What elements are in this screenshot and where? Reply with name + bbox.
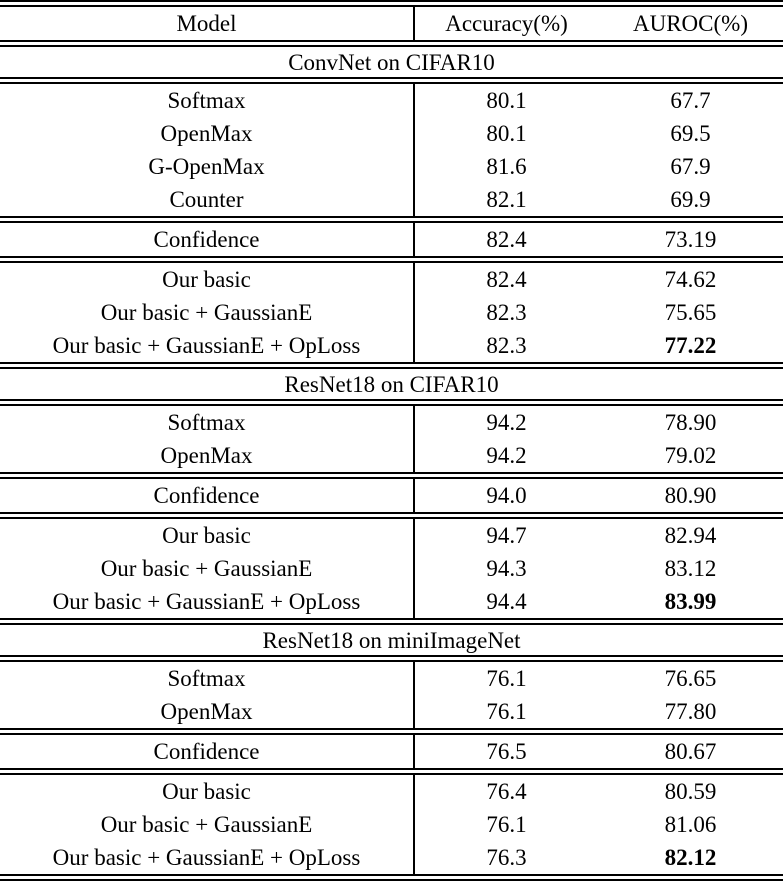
cell-accuracy: 76.1 — [486, 699, 527, 724]
cell-model: Our basic — [0, 518, 414, 552]
table-row — [0, 117, 783, 150]
cell-accuracy: 76.1 — [486, 812, 527, 837]
cell-accuracy: 82.3 — [486, 333, 527, 358]
cell-model: OpenMax — [0, 695, 414, 729]
cell-auroc: 67.9 — [670, 154, 711, 179]
cell-auroc: 83.99 — [664, 589, 717, 614]
cell-accuracy: 94.2 — [486, 443, 527, 468]
cell-accuracy: 76.4 — [486, 779, 527, 804]
cell-model: OpenMax — [0, 439, 414, 473]
cell-accuracy: 94.3 — [486, 556, 527, 581]
cell-model: Softmax — [0, 405, 414, 439]
cell-accuracy: 82.4 — [486, 267, 527, 292]
table-row — [0, 183, 783, 217]
table-row — [0, 841, 783, 875]
table-bottom-rule — [0, 875, 783, 880]
table-row — [0, 329, 783, 363]
cell-auroc: 73.19 — [664, 227, 717, 252]
cell-auroc: 80.90 — [664, 483, 717, 508]
cell-auroc: 76.65 — [664, 666, 717, 691]
cell-auroc: 77.22 — [664, 333, 717, 358]
table-row — [0, 552, 783, 585]
cell-model: Our basic — [0, 774, 414, 808]
table-row — [0, 262, 783, 296]
column-header-auroc: AUROC(%) — [633, 11, 748, 36]
cell-auroc: 82.94 — [664, 523, 717, 548]
cell-model: OpenMax — [0, 117, 414, 150]
table-row — [0, 405, 783, 439]
cell-model: Our basic + GaussianE + OpLoss — [0, 841, 414, 875]
cell-model: Our basic + GaussianE — [0, 296, 414, 329]
cell-model: Softmax — [0, 661, 414, 695]
cell-accuracy: 80.1 — [486, 88, 527, 113]
cell-auroc: 69.9 — [670, 187, 711, 212]
cell-accuracy: 82.1 — [486, 187, 527, 212]
section-title: ResNet18 on CIFAR10 — [284, 371, 499, 397]
column-header-model: Model — [0, 6, 414, 41]
table-row — [0, 439, 783, 473]
cell-accuracy: 94.2 — [486, 410, 527, 435]
cell-auroc: 81.06 — [664, 812, 717, 837]
cell-model: Softmax — [0, 83, 414, 117]
table-row — [0, 150, 783, 183]
cell-accuracy: 81.6 — [486, 154, 527, 179]
cell-model: Our basic + GaussianE — [0, 552, 414, 585]
cell-auroc: 74.62 — [664, 267, 717, 292]
cell-accuracy: 82.3 — [486, 300, 527, 325]
table-row — [0, 478, 783, 513]
cell-auroc: 78.90 — [664, 410, 717, 435]
cell-model: Our basic + GaussianE — [0, 808, 414, 841]
table-row — [0, 695, 783, 729]
cell-auroc: 69.5 — [670, 121, 711, 146]
cell-model: Our basic + GaussianE + OpLoss — [0, 585, 414, 619]
cell-model: G-OpenMax — [0, 150, 414, 183]
cell-accuracy: 82.4 — [486, 227, 527, 252]
table-row — [0, 83, 783, 117]
cell-auroc: 82.12 — [664, 845, 717, 870]
cell-model: Confidence — [0, 222, 414, 257]
section-title-row — [0, 368, 783, 400]
table-row — [0, 734, 783, 769]
cell-auroc: 75.65 — [664, 300, 717, 325]
cell-model: Our basic + GaussianE + OpLoss — [0, 329, 414, 363]
table-row — [0, 808, 783, 841]
cell-accuracy: 76.3 — [486, 845, 527, 870]
section-title-row — [0, 624, 783, 656]
cell-auroc: 79.02 — [664, 443, 717, 468]
results-table-body — [0, 1, 783, 880]
cell-auroc: 80.67 — [664, 739, 717, 764]
column-header-accuracy: Accuracy(%) — [445, 11, 568, 36]
cell-accuracy: 76.1 — [486, 666, 527, 691]
cell-model: Counter — [0, 183, 414, 217]
section-title-row — [0, 46, 783, 78]
table-row — [0, 222, 783, 257]
cell-model: Confidence — [0, 734, 414, 769]
cell-accuracy: 94.4 — [486, 589, 527, 614]
cell-auroc: 83.12 — [664, 556, 717, 581]
table-header-row — [0, 6, 783, 41]
cell-model: Our basic — [0, 262, 414, 296]
table-row — [0, 585, 783, 619]
cell-accuracy: 94.7 — [486, 523, 527, 548]
table-row — [0, 518, 783, 552]
table-row — [0, 296, 783, 329]
section-title: ResNet18 on miniImageNet — [262, 627, 521, 653]
cell-accuracy: 76.5 — [486, 739, 527, 764]
section-title: ConvNet on CIFAR10 — [288, 49, 495, 75]
table-row — [0, 774, 783, 808]
table-row — [0, 661, 783, 695]
rule-line — [0, 875, 783, 880]
cell-model: Confidence — [0, 478, 414, 513]
cell-auroc: 77.80 — [664, 699, 717, 724]
cell-accuracy: 94.0 — [486, 483, 527, 508]
cell-auroc: 67.7 — [670, 88, 711, 113]
cell-auroc: 80.59 — [664, 779, 717, 804]
cell-accuracy: 80.1 — [486, 121, 527, 146]
